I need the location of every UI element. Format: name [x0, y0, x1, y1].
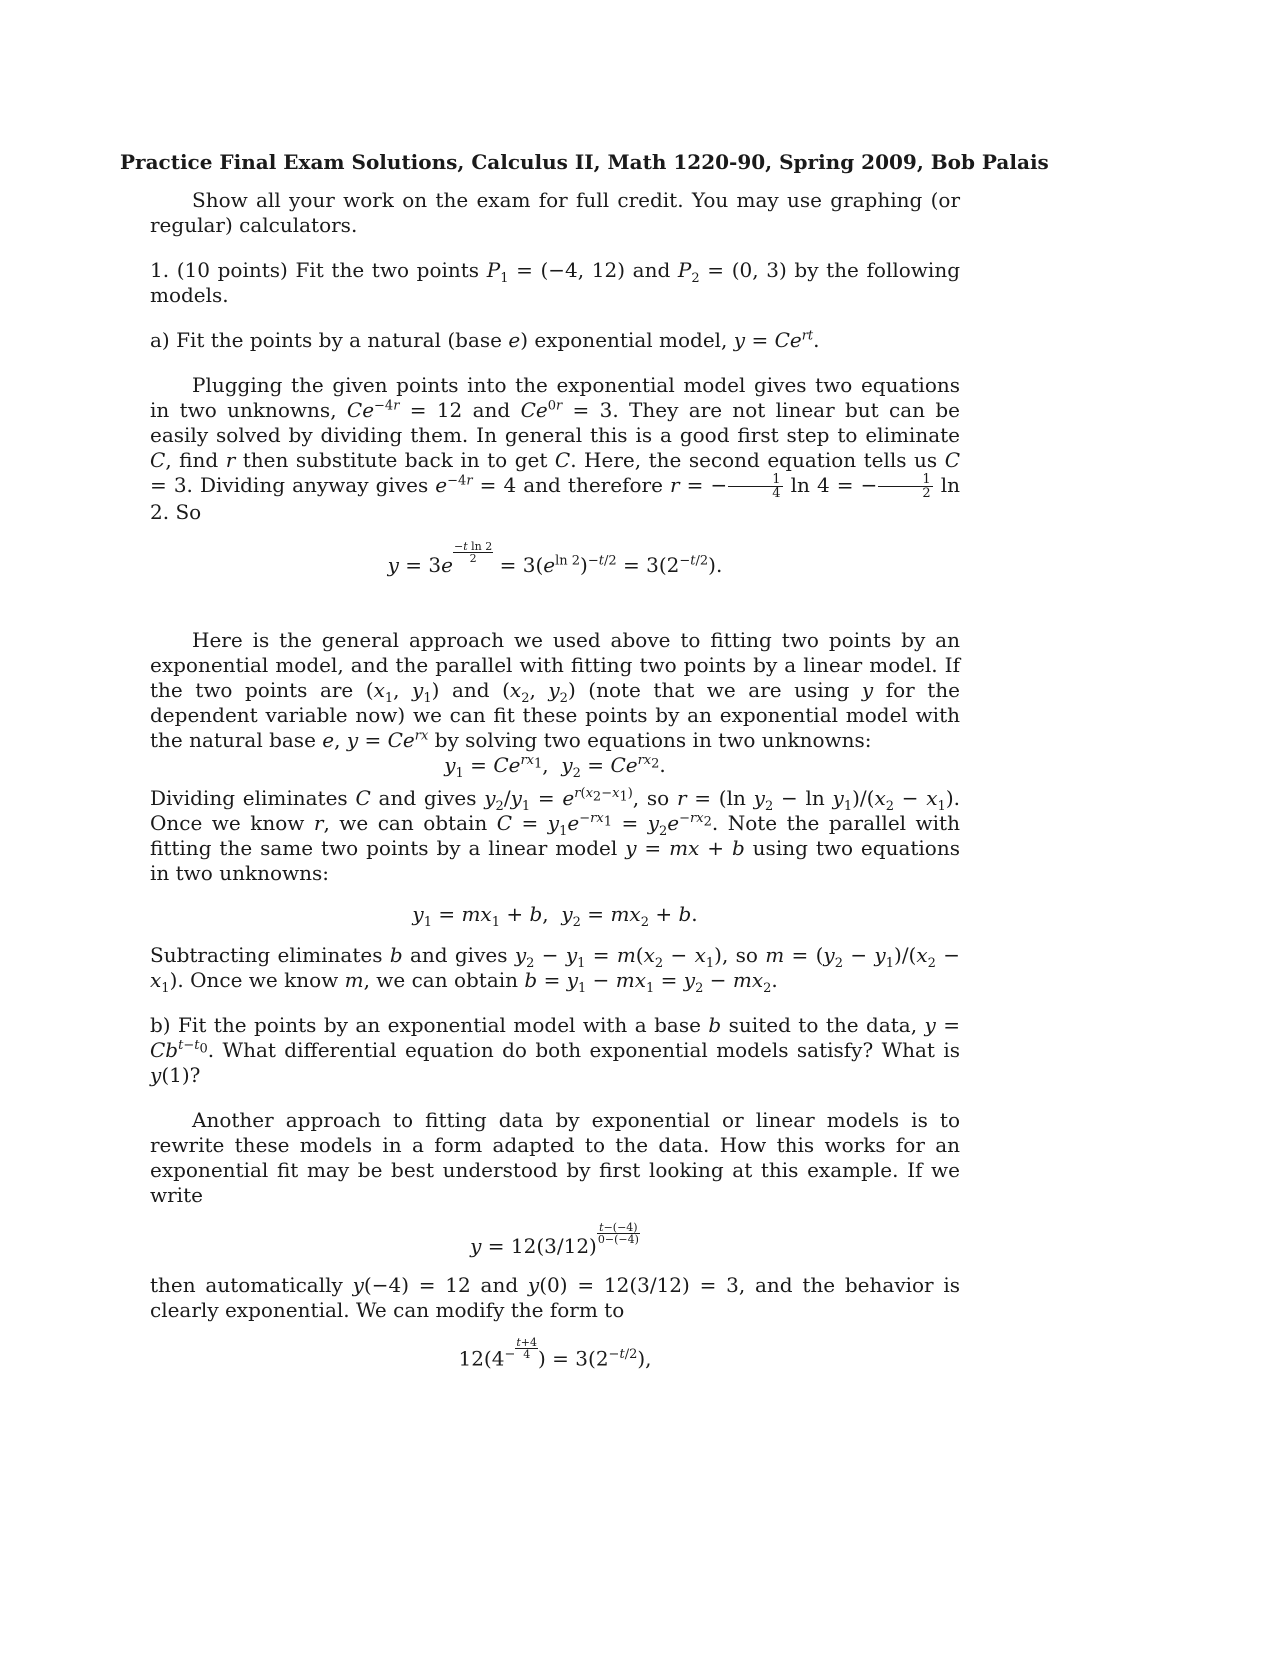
paragraph-general-approach: Here is the general approach we used above to fitting two points by an exponential model, and the parallel with fitting two points by a linear model. If the two points are ($x_1$, $y_1$) and ($x_2$, $y_2$) (note that we are using y for the dependent variable now) we can fit these points by an exponential model with the natural base e, $y = Ce^{rx}$ by solving two equations in two unknowns: — [150, 628, 960, 752]
paragraph-subtracting: Subtracting eliminates b and gives $y_2 - y_1 = m(x_2 - x_1)$, so $m = (y_2 - y_1)/(x_2 - x_1)$. Once we know m, we can obtain $b = y_1 - mx_1 = y_2 - mx_2$. — [150, 943, 960, 996]
paragraph-another-approach: Another approach to fitting data by exponential or linear models is to rewrite these models in a form adapted to the data. How this works for an exponential fit may be best understood by first looking at this example. If we write — [150, 1108, 960, 1207]
part-b-prompt: b) Fit the points by an exponential model with a base b suited to the data, $y = Cb^{t-t_0}$. What differential equation do both exponential models satisfy? What is y(1)? — [150, 1013, 961, 1087]
document-body — [150, 138, 960, 1372]
equation-adapted-form: y = 12(3/12) $\frac{t-(-4)}{0-(-4)}$ — [470, 1221, 639, 1258]
equation-solution-a: y = 3e $\frac{\text{−t ln 2}}{2}$ = $3(e^{ln 2})^{-t/2} = 3(2^{-t/2})$. — [387, 540, 723, 577]
equation-exponential-system: $y_1 = Ce^{rx_1}$, $y_2 = Ce^{rx_2}$. — [444, 753, 666, 781]
equation-linear-system: $y_1 = mx_1 + b$, $y_2 = mx_2 + b$. — [412, 902, 698, 930]
question-1: 1. (10 points) Fit the two points $P_1 = (-4$, 12) and $P_2 = (0$, 3) by the following models. — [150, 258, 960, 307]
intro-paragraph: Show all your work on the exam for full credit. You may use graphing (or regular) calculators. — [150, 188, 960, 237]
equation-modified-form: $12(4^{- \frac{t+4}{4}}$ ) = $3(2^{-t/2})$, — [458, 1336, 652, 1371]
paragraph-dividing: Dividing eliminates C and gives $y_2/y_1 = e^{r(x_2-x_1)}$, so r = (ln $y_2 - \ln y_1)/(x_2 - x_1)$. Once we know r, we can obtain $C = y_1e^{-rx_1} = y_2e^{-rx_2}$. Note the parallel with fitting the same two points by a linear model y = mx + b using two equations in two unknowns: — [150, 786, 960, 885]
paragraph-automatically: then automatically y(−4) = 12 and y(0) = 12(3/12) = 3, and the behavior is clearly exponential. We can modify the form to — [150, 1273, 961, 1322]
page-title: Practice Final Exam Solutions, Calculus II, Math 1220-90, Spring 2009, Bob Palais — [120, 150, 1049, 174]
paragraph-plugging: Plugging the given points into the exponential model gives two equations in two unknowns, $Ce^{-4r} = 12$ and $Ce^{0r} = 3$. They are not linear but can be easily solved by dividing them. In general this is a good first step to eliminate C, find r then substitute back in to get C. Here, the second equation tells us C = 3. Dividing anyway gives $e^{-4r} = 4$ and therefore r = − $\frac{1}{4}$ ln 4 = − $\frac{1}{2}$ ln 2. So — [150, 373, 961, 524]
part-a-prompt: a) Fit the points by a natural (base e) exponential model, $y = Ce^{rt}$. — [150, 328, 820, 352]
